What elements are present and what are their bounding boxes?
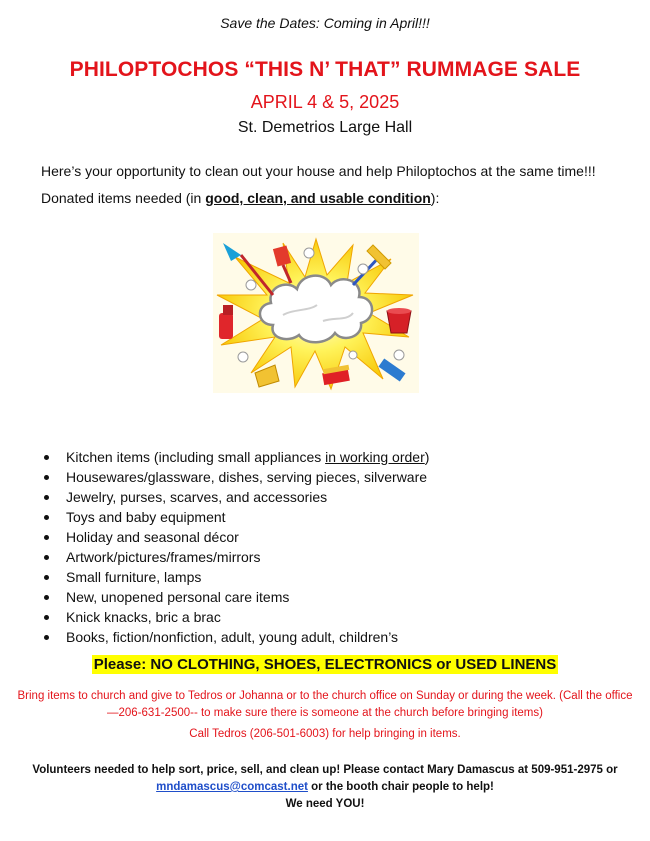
page-title: PHILOPTOCHOS “THIS N’ THAT” RUMMAGE SALE [69, 58, 581, 81]
bullet-icon [44, 515, 49, 520]
list-item-text [66, 487, 327, 507]
list-item-text-main: Kitchen items (including small appliances [66, 449, 326, 465]
bullet-icon [44, 615, 49, 620]
list-item-text-main: Knick knacks, bric a brac [66, 609, 221, 625]
bucket-icon [387, 308, 411, 333]
list-item-text [66, 507, 226, 527]
list-item-text-underlined: in working order [325, 449, 425, 465]
bullet-icon [44, 555, 49, 560]
list-item-text [66, 447, 429, 467]
donation-items-list [40, 447, 429, 647]
list-item [40, 467, 429, 487]
list-item-text-main: New, unopened personal care items [66, 589, 290, 605]
list-item-text-main: Artwork/pictures/frames/mirrors [66, 549, 261, 565]
list-item-text [66, 587, 289, 607]
help-contact-line: Call Tedros (206-501-6003) for help bringing in items. [189, 728, 461, 740]
needed-suffix: ): [430, 190, 440, 206]
cleaning-supplies-illustration [213, 233, 419, 393]
list-item-text [66, 627, 398, 647]
list-item-text [66, 567, 201, 587]
list-item [40, 487, 429, 507]
bullet-icon [44, 535, 49, 540]
volunteers-line-1: Volunteers needed to help sort, price, sell, and clean up! Please contact Mary Damascus at 509-951-2975 or [32, 764, 618, 776]
list-item [40, 447, 429, 467]
donations-needed-line [41, 190, 439, 206]
list-item-text [66, 467, 427, 487]
exclusions-warning [0, 656, 650, 673]
save-the-dates-note: Save the Dates: Coming in April!!! [220, 15, 430, 31]
list-item-text-main: Small furniture, lamps [66, 569, 202, 585]
list-item-text-main: Books, fiction/nonfiction, adult, young adult, children’s [66, 629, 399, 645]
list-item-text-main: Housewares/glassware, dishes, serving pieces, silverware [66, 469, 428, 485]
intro-text: Here’s your opportunity to clean out your house and help Philoptochos at the same time!!! [41, 163, 596, 179]
list-item [40, 627, 429, 647]
list-item [40, 527, 429, 547]
bullet-icon [44, 495, 49, 500]
list-item-text-main: Jewelry, purses, scarves, and accessories [66, 489, 328, 505]
list-item-text [66, 607, 221, 627]
volunteers-line-3: We need YOU! [285, 798, 365, 810]
needed-prefix: Donated items needed (in [41, 190, 206, 206]
volunteers-notice [0, 762, 650, 813]
event-dates: APRIL 4 & 5, 2025 [250, 92, 400, 112]
list-item [40, 587, 429, 607]
drop-off-instructions: Bring items to church and give to Tedros or Johanna or to the church office on Sunday or during the week. (Call the office—206-631-2500-- to make sure there is someone at the church before bringing items) [17, 690, 633, 719]
list-item-text [66, 527, 239, 547]
list-item [40, 507, 429, 527]
volunteers-line-2-suffix: or the booth chair people to help! [307, 781, 494, 793]
list-item [40, 567, 429, 587]
needed-emphasis: good, clean, and usable condition [205, 190, 431, 206]
bullet-icon [44, 575, 49, 580]
bullet-icon [44, 635, 49, 640]
list-item-text-suffix: ) [424, 449, 430, 465]
volunteers-line-2 [0, 779, 650, 796]
list-item [40, 607, 429, 627]
email-link[interactable]: mndamascus@comcast.net [156, 781, 308, 793]
warning-highlight: Please: NO CLOTHING, SHOES, ELECTRONICS or USED LINENS [93, 656, 557, 673]
list-item-text-main: Holiday and seasonal décor [66, 529, 239, 545]
list-item-text [66, 547, 260, 567]
bullet-icon [44, 595, 49, 600]
list-item-text-main: Toys and baby equipment [66, 509, 226, 525]
bullet-icon [44, 455, 49, 460]
event-venue: St. Demetrios Large Hall [237, 119, 413, 136]
bullet-icon [44, 475, 49, 480]
list-item [40, 547, 429, 567]
